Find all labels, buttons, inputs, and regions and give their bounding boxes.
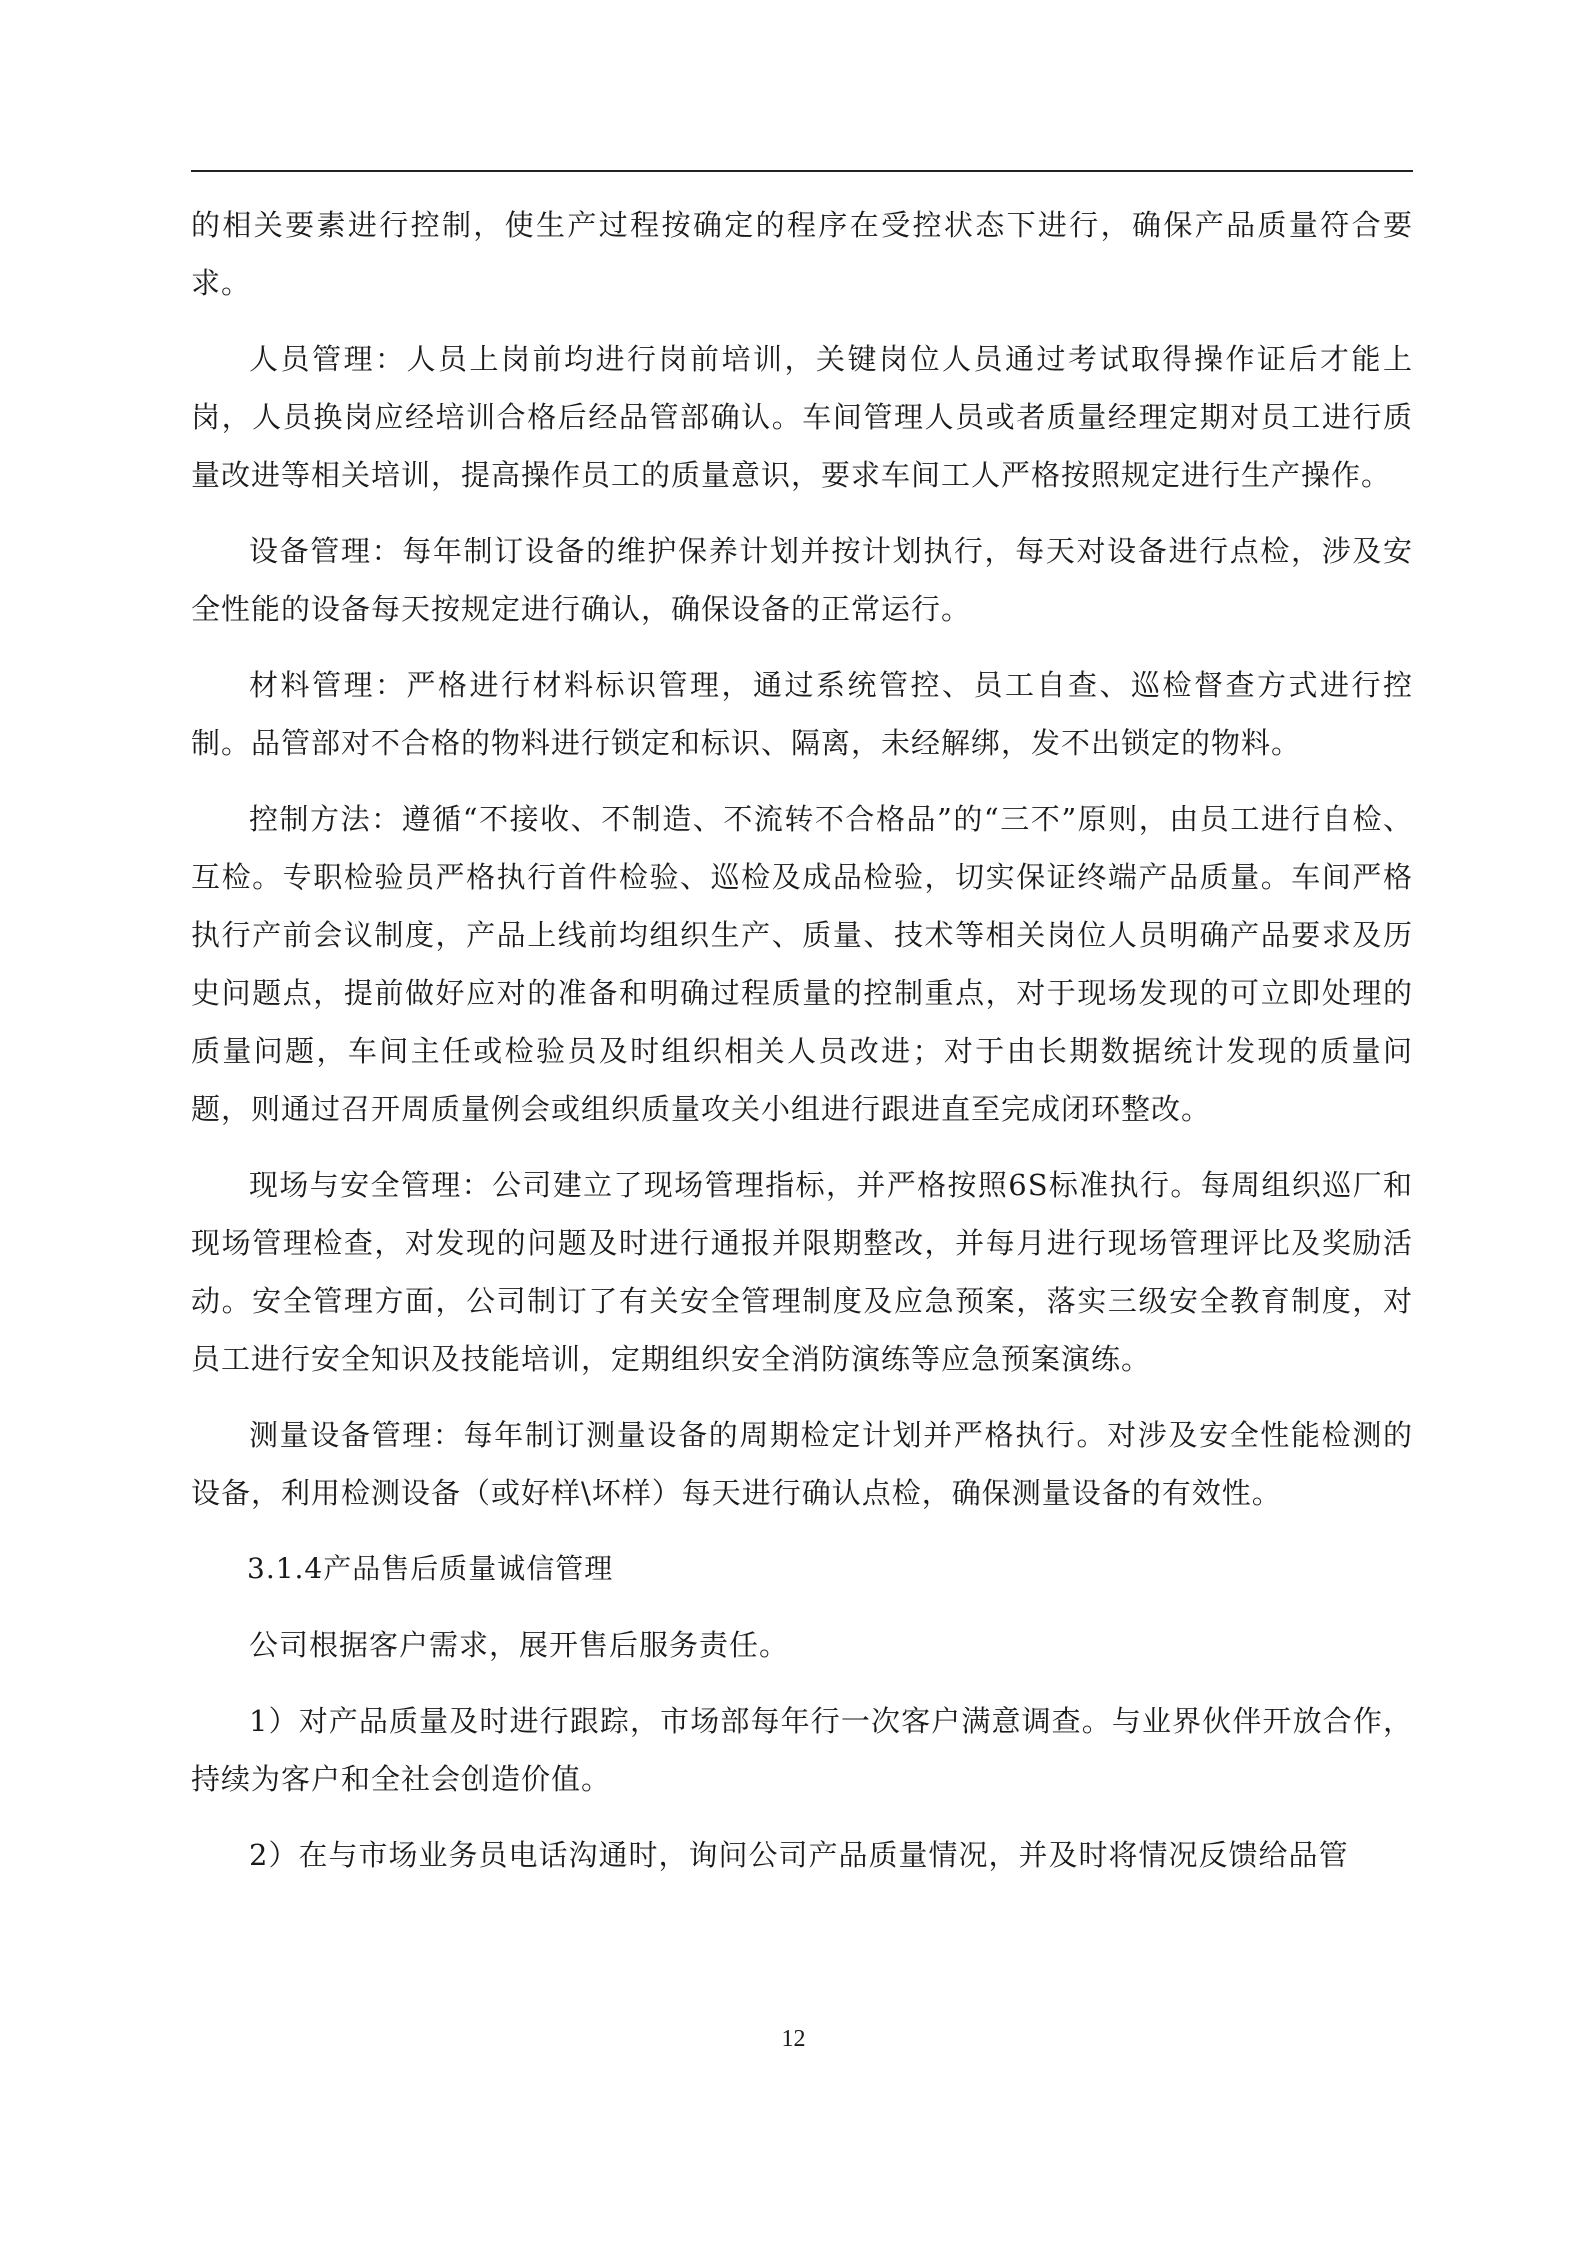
- paragraph-equipment-management: 设备管理：每年制订设备的维护保养计划并按计划执行，每天对设备进行点检，涉及安全性能的设备每天按规定进行确认，确保设备的正常运行。: [191, 534, 1413, 626]
- paragraph-continuation: 的相关要素进行控制，使生产过程按确定的程序在受控状态下进行，确保产品质量符合要求。: [191, 208, 1413, 300]
- page-number: 12: [781, 2026, 806, 2052]
- paragraph-measurement-equipment: 测量设备管理：每年制订测量设备的周期检定计划并严格执行。对涉及安全性能检测的设备，利用检测设备（或好样\坏样）每天进行确认点检，确保测量设备的有效性。: [191, 1418, 1413, 1510]
- paragraph-control-methods: 控制方法：遵循“不接收、不制造、不流转不合格品”的“三不”原则，由员工进行自检、互检。专职检验员严格执行首件检验、巡检及成品检验，切实保证终端产品质量。车间严格执行产前会议制度，产品上线前均组织生产、质量、技术等相关岗位人员明确产品要求及历史问题点，提前做好应对的准备和明确过程质量的控制重点，对于现场发现的可立即处理的质量问题，车间主任或检验员及时组织相关人员改进；对于由长期数据统计发现的质量问题，则通过召开周质量例会或组织质量攻关小组进行跟进直至完成闭环整改。: [191, 802, 1413, 1126]
- paragraph-site-safety-management: 现场与安全管理：公司建立了现场管理指标，并严格按照6S标准执行。每周组织巡厂和现场管理检查，对发现的问题及时进行通报并限期整改，并每月进行现场管理评比及奖励活动。安全管理方面，公司制订了有关安全管理制度及应急预案，落实三级安全教育制度，对员工进行安全知识及技能培训，定期组织安全消防演练等应急预案演练。: [191, 1168, 1413, 1376]
- paragraph-after-sales-item-1: 1）对产品质量及时进行跟踪，市场部每年行一次客户满意调查。与业界伙伴开放合作，持续为客户和全社会创造价值。: [191, 1704, 1413, 1796]
- document-body: [191, 196, 1413, 1902]
- paragraph-after-sales-intro: 公司根据客户需求，展开售后服务责任。: [249, 1628, 790, 1662]
- section-heading: 3.1.4产品售后质量诚信管理: [247, 1552, 614, 1585]
- header-rule: [191, 170, 1413, 172]
- paragraph-personnel-management: 人员管理：人员上岗前均进行岗前培训，关键岗位人员通过考试取得操作证后才能上岗，人员换岗应经培训合格后经品管部确认。车间管理人员或者质量经理定期对员工进行质量改进等相关培训，提高操作员工的质量意识，要求车间工人严格按照规定进行生产操作。: [191, 342, 1413, 492]
- paragraph-material-management: 材料管理：严格进行材料标识管理，通过系统管控、员工自查、巡检督查方式进行控制。品管部对不合格的物料进行锁定和标识、隔离，未经解绑，发不出锁定的物料。: [191, 668, 1413, 760]
- paragraph-after-sales-item-2: 2）在与市场业务员电话沟通时，询问公司产品质量情况，并及时将情况反馈给品管: [249, 1838, 1349, 1872]
